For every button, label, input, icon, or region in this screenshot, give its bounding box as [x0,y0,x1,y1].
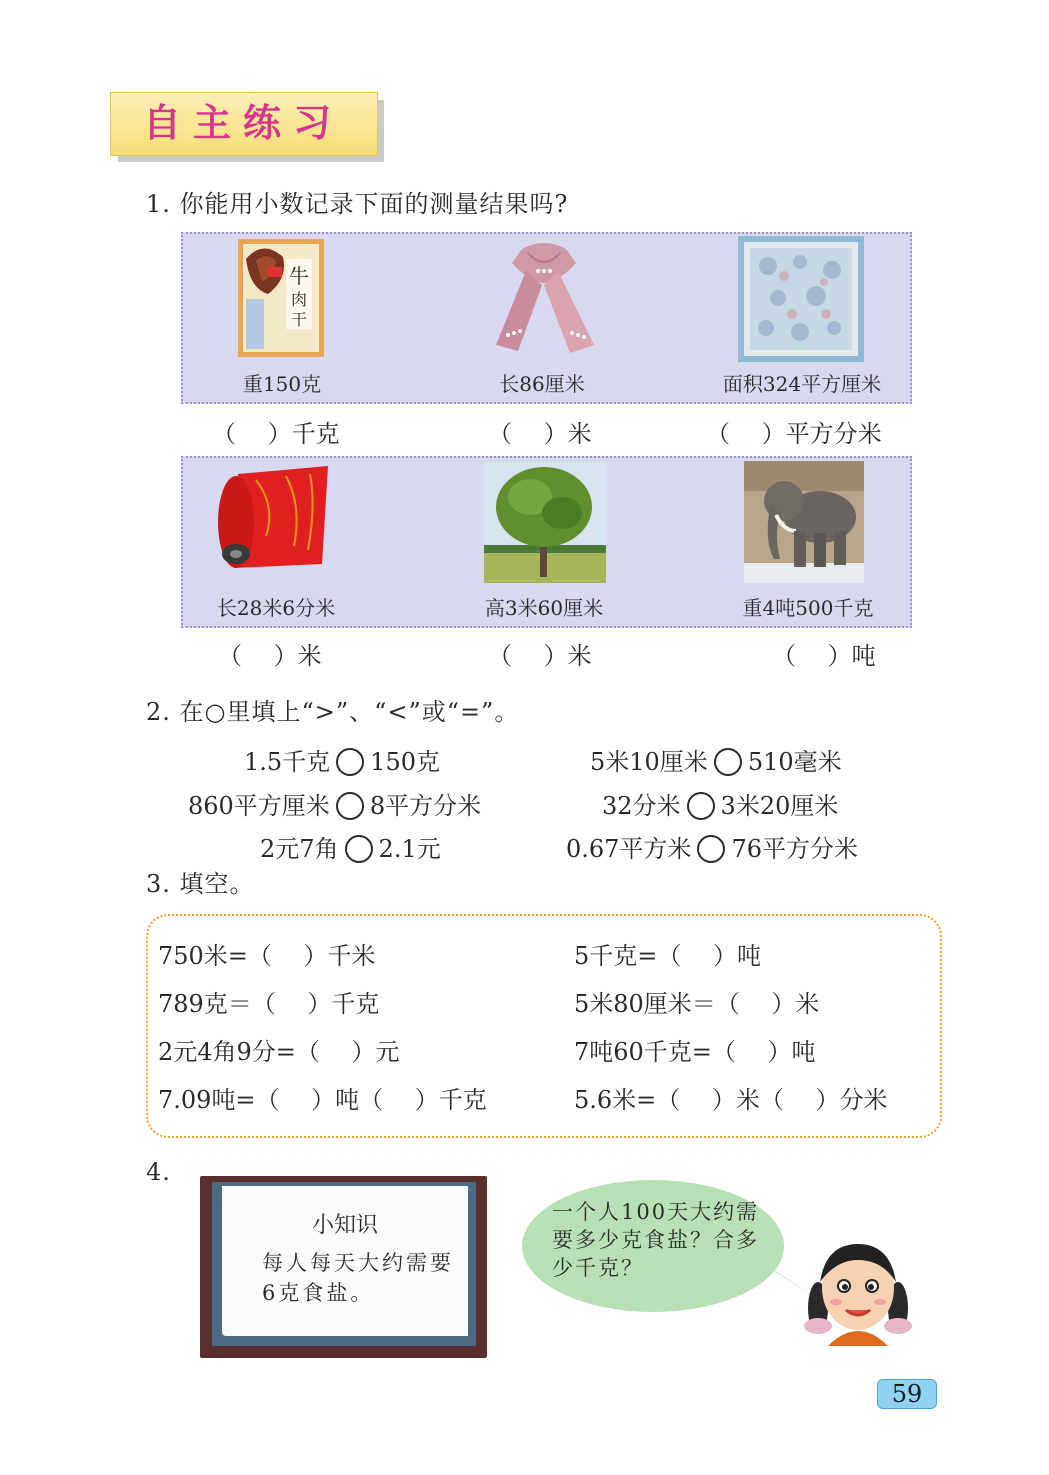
scarf-icon [488,241,600,357]
caption-elephant: 重4吨500千克 [742,596,874,620]
answer-blank-dm2[interactable]: （ ）平方分米 [706,420,882,448]
caption-tree: 高3米60厘米 [484,596,604,620]
caption-scarf: 长86厘米 [499,372,585,396]
fill-item[interactable]: 7.09吨=（ ）吨（ ）千克 [158,1086,487,1114]
red-cloth-roll-icon [216,466,330,568]
caption-jerky: 重150克 [242,372,322,396]
comparison-right: 3米20厘米 [720,792,839,820]
fill-item[interactable]: 5.6米=（ ）米（ ）分米 [574,1086,888,1114]
comparison-right: 76平方分米 [731,835,858,863]
handkerchief-icon [738,236,864,362]
answer-blank-m[interactable]: （ ）米 [488,420,592,448]
comparison-item [590,742,842,777]
caption-handkerchief: 面积324平方厘米 [722,372,882,396]
comparison-right: 510毫米 [747,748,842,776]
compare-circle[interactable] [697,835,725,863]
fill-item[interactable]: 5米80厘米＝（ ）米 [574,990,820,1018]
comparison-left: 32分米 [602,792,681,820]
comparison-item [244,742,440,777]
compare-circle[interactable] [336,792,364,820]
answer-blank-cloth[interactable]: （ ）米 [218,642,322,670]
comparison-item [602,786,838,821]
comparison-right: 150克 [370,748,440,776]
fill-item[interactable]: 5千克=（ ）吨 [574,942,762,970]
compare-circle[interactable] [714,748,742,776]
tree-icon [484,461,606,583]
comparison-right: 2.1元 [378,835,441,863]
answer-blank-elephant[interactable]: （ ）吨 [772,642,876,670]
fill-item[interactable]: 2元4角9分=（ ）元 [158,1038,400,1066]
comparison-left: 0.67平方米 [566,835,692,863]
compare-circle[interactable] [336,748,364,776]
section-title: 自主练习 [142,101,343,145]
question-4-number: 4. [146,1158,171,1186]
page-number: 59 [891,1380,923,1408]
svg-text:牛: 牛 [289,264,309,288]
comparison-item [188,786,481,821]
question-3-prompt: 3. 填空。 [146,870,255,898]
compare-circle[interactable] [687,792,715,820]
book-title: 小知识 [311,1213,378,1238]
question-1-prompt: 1. 你能用小数记录下面的测量结果吗? [146,190,569,218]
svg-text:肉: 肉 [290,290,308,309]
caption-cloth: 长28米6分米 [216,596,336,620]
comparison-left: 2元7角 [260,835,339,863]
girl-icon [796,1230,920,1346]
compare-circle[interactable] [345,835,373,863]
comparison-left: 860平方厘米 [188,792,330,820]
jerky-package-icon [238,239,324,357]
comparison-item [260,829,441,864]
answer-blank-tree[interactable]: （ ）米 [488,642,592,670]
comparison-item [566,829,858,864]
comparison-left: 5米10厘米 [590,748,708,776]
elephant-icon [744,461,864,583]
book-text: 每人每天大约需要6克食盐。 [262,1251,454,1305]
fill-item[interactable]: 789克＝（ ）千克 [158,990,380,1018]
svg-text:干: 干 [290,310,308,329]
comparison-right: 8平方分米 [369,792,482,820]
fill-item[interactable]: 750米=（ ）千米 [158,942,376,970]
question-2-prompt: 2. 在○里填上“>”、“<”或“=”。 [146,698,520,726]
speech-bubble-text: 一个人100天大约需要多少克食盐？合多少千克？ [552,1200,760,1280]
comparison-left: 1.5千克 [244,748,331,776]
answer-blank-kg[interactable]: （ ）千克 [212,420,340,448]
fill-item[interactable]: 7吨60千克=（ ）吨 [574,1038,816,1066]
